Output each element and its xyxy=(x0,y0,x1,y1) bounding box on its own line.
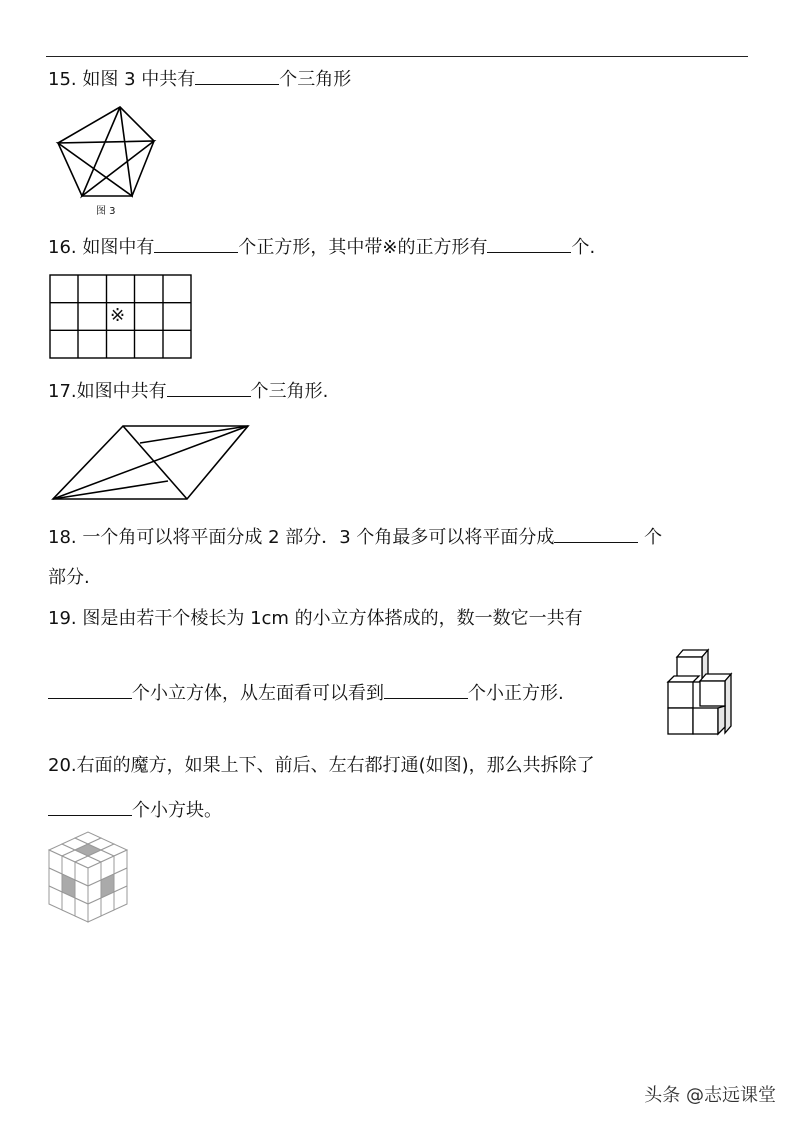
q17-text: 个三角形. xyxy=(250,381,329,402)
q15-text: 个三角形 xyxy=(279,69,352,90)
figure-caption: 图 3 xyxy=(96,206,116,217)
question-19: 19. 图是由若干个棱长为 1cm 的小立方体搭成的，数一数它一共有 xyxy=(48,608,583,629)
q20-text: 个小方块。 xyxy=(132,800,222,821)
q18-text: 18. 一个角可以将平面分成 2 部分．3 个角最多可以将平面分成 xyxy=(48,527,555,548)
q18-line2: 部分. xyxy=(48,567,90,588)
q16-text: 个. xyxy=(571,237,596,258)
asterism-mark: ※ xyxy=(110,305,126,326)
q19-text: 个小正方形. xyxy=(468,683,564,704)
q16-text: 个正方形，其中带※的正方形有 xyxy=(238,237,488,258)
grid-figure xyxy=(50,275,191,358)
q15-text: 15. 如图 3 中共有 xyxy=(48,69,196,90)
question-20: 20.右面的魔方，如果上下、前后、左右都打通(如图)，那么共拆除了 xyxy=(48,755,595,776)
rubiks-cube-figure xyxy=(49,832,127,922)
cube-stack-figure xyxy=(668,650,731,734)
q17-text: 17.如图中共有 xyxy=(48,381,167,402)
parallelogram-figure xyxy=(53,426,248,499)
q16-text: 16. 如图中有 xyxy=(48,237,155,258)
q19-text: 个小立方体，从左面看可以看到 xyxy=(132,683,384,704)
pentagon-figure xyxy=(58,107,154,196)
q18-text: 个 xyxy=(644,527,663,548)
watermark: 头条 @志远课堂 xyxy=(644,1085,776,1106)
